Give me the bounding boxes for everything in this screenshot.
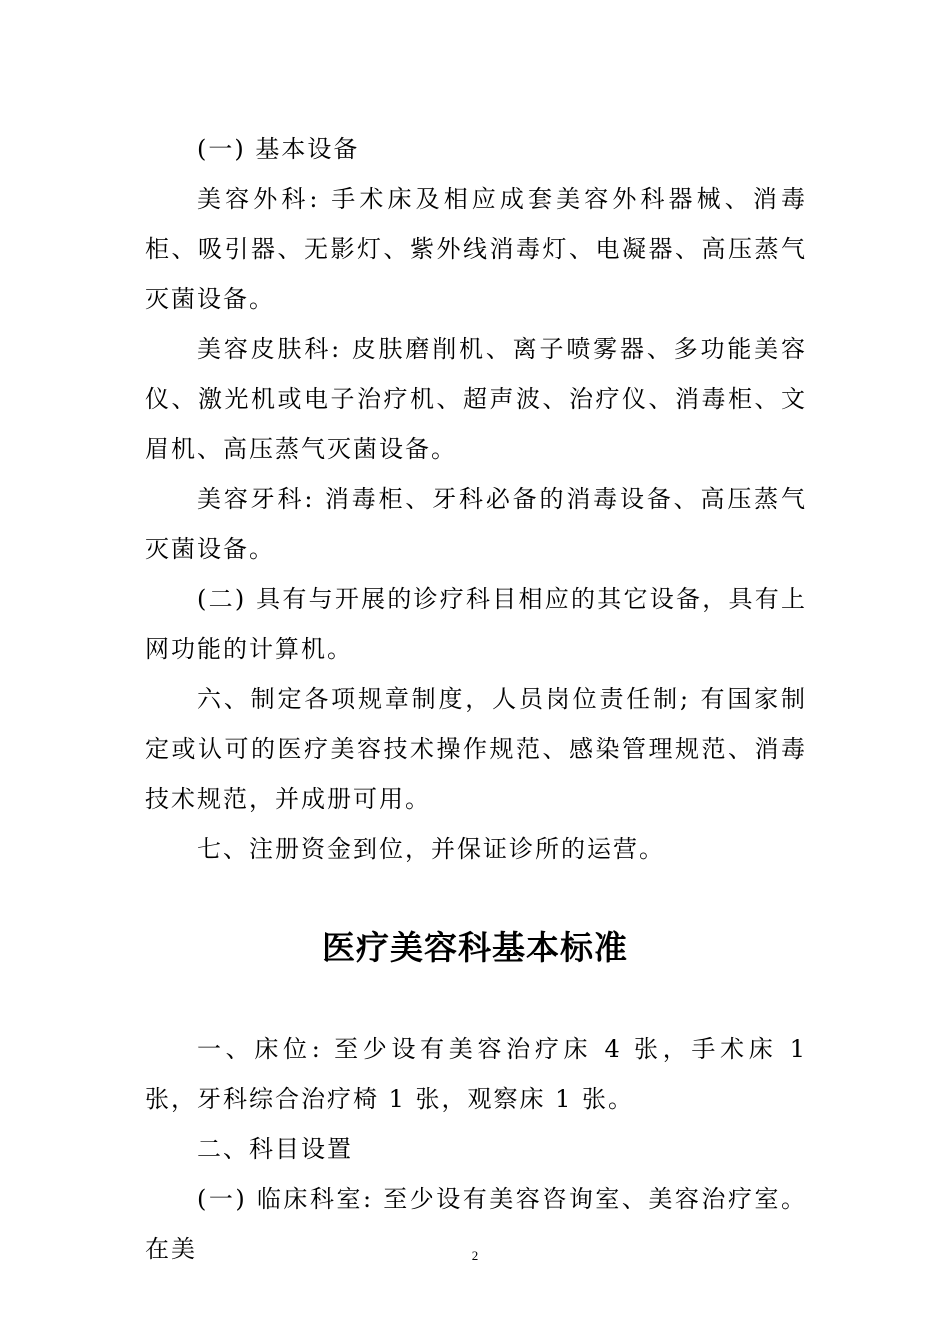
lower-text-block xyxy=(145,1024,807,1274)
page-number: 2 xyxy=(471,1248,479,1263)
section-title: 医疗美容科基本标准 xyxy=(322,928,628,967)
paragraph-rules-and-regulations: 六、制定各项规章制度，人员岗位责任制; 有国家制定或认可的医疗美容技术操作规范、感染管理规范、消毒技术规范，并成册可用。 xyxy=(145,685,807,813)
paragraph-clinical-departments: (一) 临床科室: 至少设有美容咨询室、美容治疗室。在美 xyxy=(145,1185,807,1263)
paragraph-beds: 一、床位: 至少设有美容治疗床 4 张，手术床 1 张，牙科综合治疗椅 1 张，观察床 1 张。 xyxy=(145,1035,807,1113)
paragraph-cosmetic-surgery: 美容外科: 手术床及相应成套美容外科器械、消毒柜、吸引器、无影灯、紫外线消毒灯、电凝器、高压蒸气灭菌设备。 xyxy=(145,185,807,313)
paragraph-registered-capital: 七、注册资金到位，并保证诊所的运营。 xyxy=(197,835,665,863)
upper-text-block xyxy=(145,124,807,874)
paragraph-other-equipment: (二) 具有与开展的诊疗科目相应的其它设备，具有上网功能的计算机。 xyxy=(145,585,807,663)
paragraph-basic-equipment-heading: (一) 基本设备 xyxy=(197,135,360,163)
paragraph-cosmetic-dermatology: 美容皮肤科: 皮肤磨削机、离子喷雾器、多功能美容仪、激光机或电子治疗机、超声波、治疗仪、消毒柜、文眉机、高压蒸气灭菌设备。 xyxy=(145,335,807,463)
paragraph-cosmetic-dentistry: 美容牙科: 消毒柜、牙科必备的消毒设备、高压蒸气灭菌设备。 xyxy=(145,485,807,563)
paragraph-department-setup: 二、科目设置 xyxy=(197,1135,353,1163)
